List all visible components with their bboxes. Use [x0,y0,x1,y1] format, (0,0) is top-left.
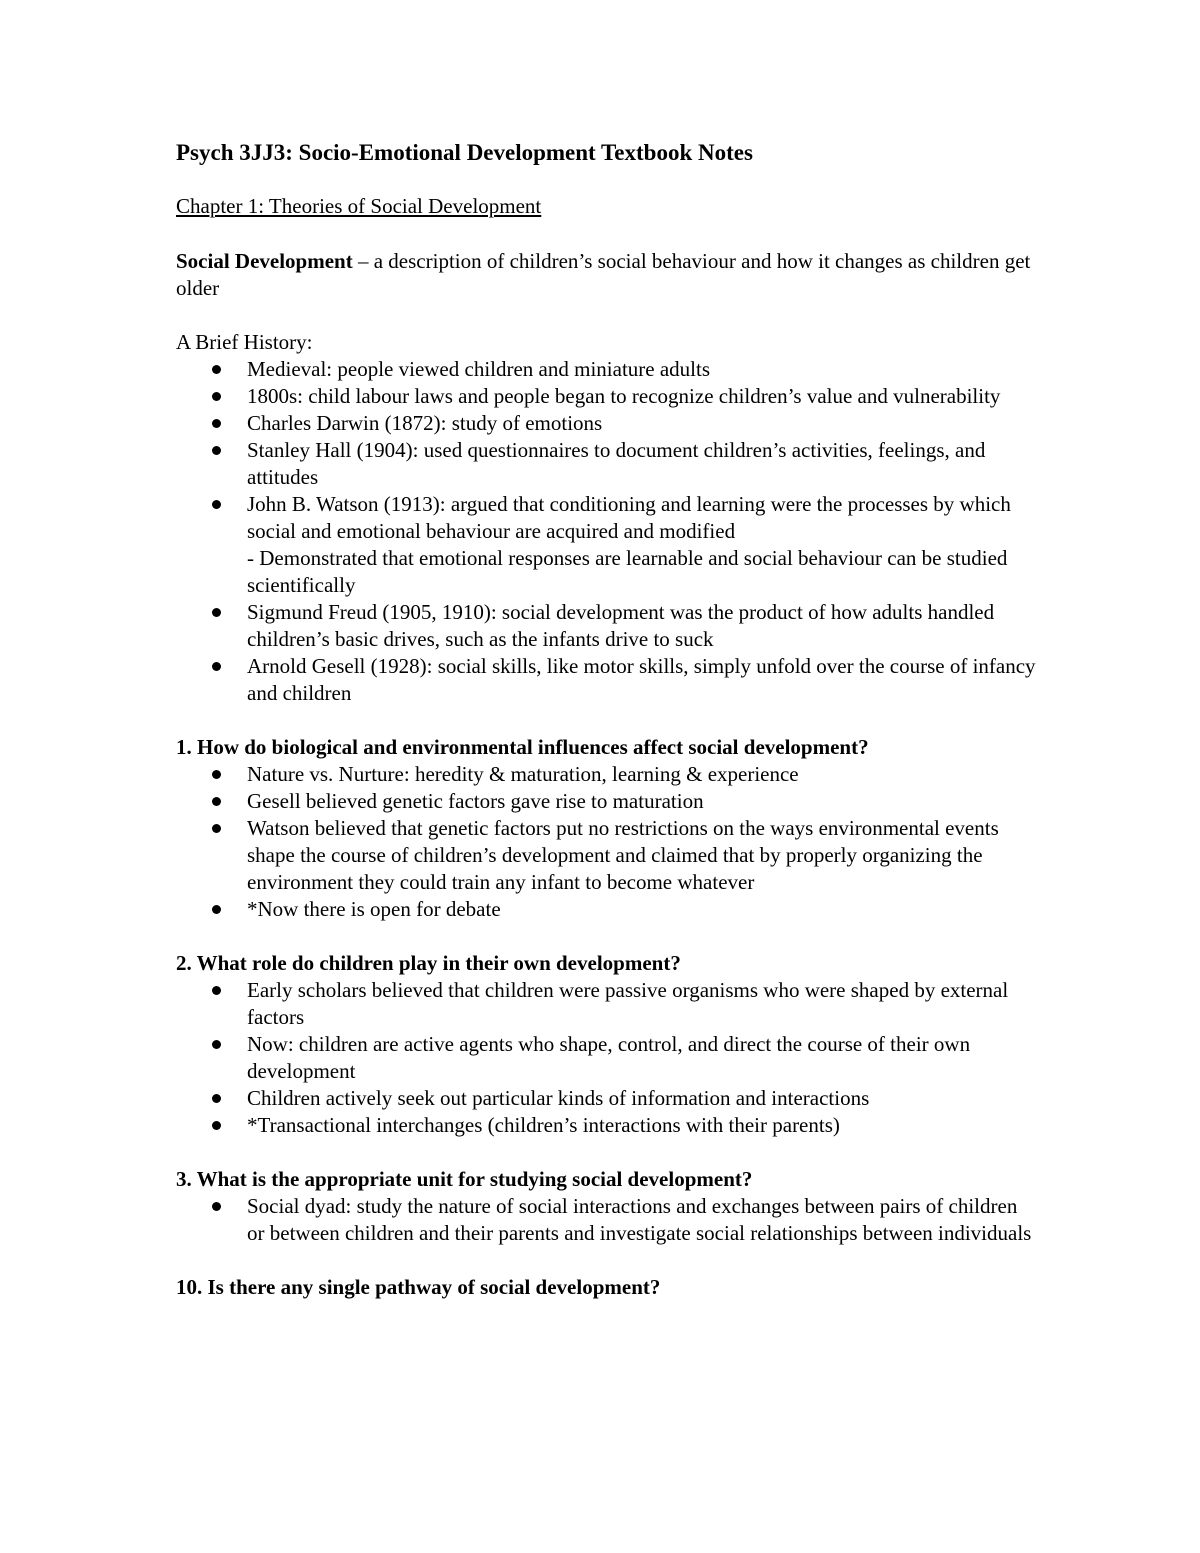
list-item [176,437,1036,491]
bullet-icon [212,608,221,617]
list-item [176,1193,1036,1247]
chapter-heading: Chapter 1: Theories of Social Development [176,194,542,218]
question-heading: 10. Is there any single pathway of social development? [176,1275,661,1299]
list-item-text: Medieval: people viewed children and miniature adults [247,357,711,381]
list-item-text: Sigmund Freud (1905, 1910): social development was the product of how adults handled children’s basic drives, such as the infants drive to suck [247,600,995,651]
bullet-icon [212,500,221,509]
list-item-text: Nature vs. Nurture: heredity & maturation, learning & experience [247,762,799,786]
bullet-icon [212,797,221,806]
list-item [176,896,1036,923]
list-item-text: Now: children are active agents who shape, control, and direct the course of their own development [247,1032,971,1083]
question-list [176,977,1036,1139]
bullet-icon [212,365,221,374]
list-item-text: Social dyad: study the nature of social interactions and exchanges between pairs of children or between children and their parents and investigate social relationships between individuals [247,1194,1032,1245]
list-item [176,491,1036,599]
list-item [176,977,1036,1031]
document-page [176,138,1036,1301]
list-item-text: *Now there is open for debate [247,897,501,921]
definition-text: – a description of children’s social behaviour and how it changes as children get older [176,249,1031,300]
document-title: Psych 3JJ3: Socio-Emotional Development Textbook Notes [176,140,753,165]
history-label: A Brief History: [176,330,313,354]
list-item [176,599,1036,653]
list-item [176,1031,1036,1085]
bullet-icon [212,392,221,401]
list-item-text: Arnold Gesell (1928): social skills, like motor skills, simply unfold over the course of infancy and children [247,654,1036,705]
bullet-icon [212,824,221,833]
bullet-icon [212,986,221,995]
list-item [176,1085,1036,1112]
list-item [176,383,1036,410]
list-item-text: 1800s: child labour laws and people began to recognize children’s value and vulnerability [247,384,1001,408]
bullet-icon [212,1040,221,1049]
list-item [176,761,1036,788]
list-item-subnote: - Demonstrated that emotional responses are learnable and social behaviour can be studied scientifically [247,546,1008,597]
bullet-icon [212,446,221,455]
question-heading: 1. How do biological and environmental influences affect social development? [176,735,869,759]
question-heading: 2. What role do children play in their own development? [176,951,681,975]
list-item [176,815,1036,896]
definition-paragraph [176,248,1036,302]
definition-term: Social Development [176,249,353,273]
bullet-icon [212,905,221,914]
list-item [176,1112,1036,1139]
bullet-icon [212,662,221,671]
bullet-icon [212,770,221,779]
bullet-icon [212,1202,221,1211]
question-list [176,761,1036,923]
list-item [176,788,1036,815]
list-item [176,356,1036,383]
list-item [176,653,1036,707]
list-item-text: Stanley Hall (1904): used questionnaires to document children’s activities, feelings, and attitudes [247,438,986,489]
question-heading: 3. What is the appropriate unit for studying social development? [176,1167,753,1191]
list-item-text: Gesell believed genetic factors gave rise to maturation [247,789,704,813]
history-list [176,356,1036,707]
bullet-icon [212,1094,221,1103]
list-item-text: *Transactional interchanges (children’s interactions with their parents) [247,1113,840,1137]
list-item [176,410,1036,437]
list-item-text: Charles Darwin (1872): study of emotions [247,411,603,435]
list-item-text: John B. Watson (1913): argued that conditioning and learning were the processes by which social and emotional behaviour are acquired and modified [247,492,1011,543]
list-item-text: Early scholars believed that children were passive organisms who were shaped by external factors [247,978,1009,1029]
list-item-text: Children actively seek out particular kinds of information and interactions [247,1086,870,1110]
bullet-icon [212,419,221,428]
bullet-icon [212,1121,221,1130]
question-list [176,1193,1036,1247]
list-item-text: Watson believed that genetic factors put no restrictions on the ways environmental events shape the course of children’s development and claimed that by properly organizing the environment they could train any infant to become whatever [247,816,999,894]
